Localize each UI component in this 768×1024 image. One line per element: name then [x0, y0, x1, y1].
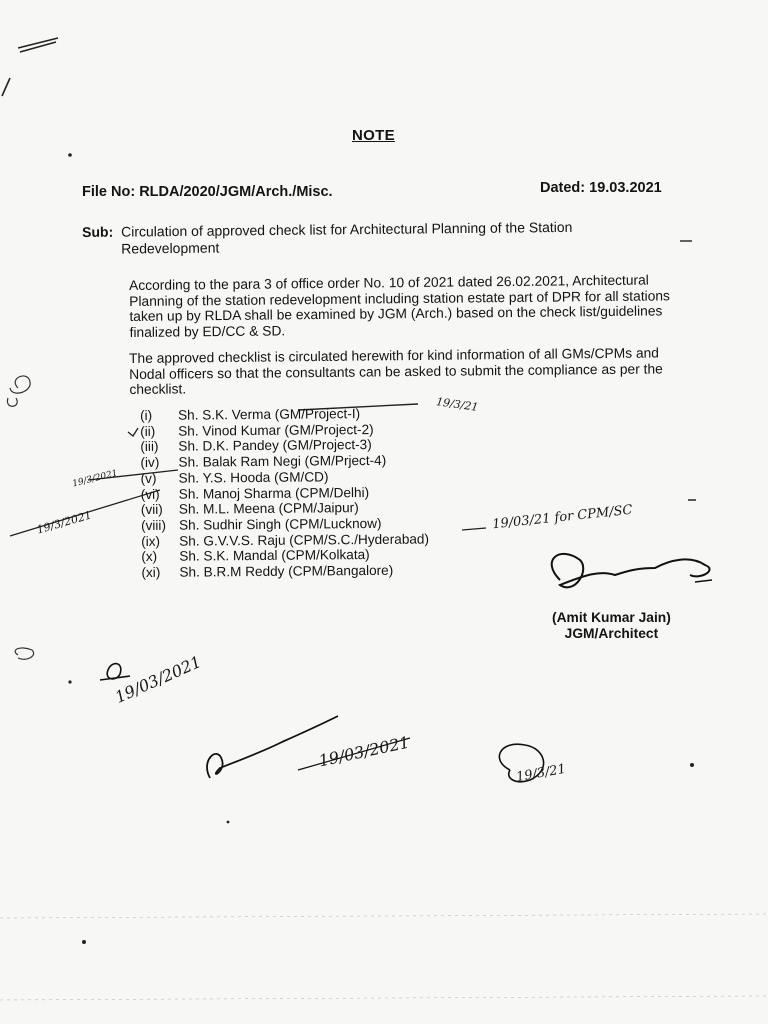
subject-line — [82, 218, 682, 258]
recipient-item: (ii) Sh. Vinod Kumar (GM/Project-2) — [140, 421, 374, 439]
recipient-item: (vi) Sh. Manoj Sharma (CPM/Delhi) — [140, 484, 370, 502]
recipient-item: (viii) Sh. Sudhir Singh (CPM/Lucknow) — [140, 515, 382, 533]
subject-text: Circulation of approved check list for Architectural Planning of the Station Redevelopment — [120, 218, 573, 257]
handwritten-date-raju: 19/03/21 for CPM/SC — [491, 502, 634, 533]
note-title: NOTE — [352, 127, 395, 144]
paragraph-office-order: According to the para 3 of office order No. 10 of 2021 dated 26.02.2021, Architectural Planning of the station redevelopment including station estate part of DPR for all stations taken up by RLDA shall be examined by JGM (Arch.) based on the check list/guidelines finalized by ED/CC & SD. — [129, 272, 670, 340]
handwritten-date-left: 19/3/2021 — [35, 508, 94, 537]
recipient-item: (xi) Sh. B.R.M Reddy (CPM/Bangalore) — [141, 562, 394, 581]
handwritten-date-hooda: 19/3/2021 — [71, 468, 119, 490]
recipient-item: (i) Sh. S.K. Verma (GM/Project-I) — [140, 406, 361, 423]
recipient-item: (vii) Sh. M.L. Meena (CPM/Jaipur) — [140, 500, 359, 518]
recipient-list — [140, 405, 429, 580]
file-number: File No: RLDA/2020/JGM/Arch./Misc. — [82, 184, 333, 200]
handwritten-date-verma: 19/3/21 — [435, 395, 480, 414]
handwritten-date-bottom-right: 19/3/21 — [515, 761, 568, 786]
signatory-name: (Amit Kumar Jain) — [552, 610, 671, 625]
signatory-designation: JGM/Architect — [564, 626, 659, 641]
recipient-item: (x) Sh. S.K. Mandal (CPM/Kolkata) — [141, 547, 370, 565]
recipient-item: (v) Sh. Y.S. Hooda (GM/CD) — [140, 469, 329, 486]
paragraph-checklist-circulation: The approved checklist is circulated herewith for kind information of all GMs/CPMs and Nodal officers so that the consultants can be asked to submit the compliance as per the checklist. — [129, 345, 663, 397]
handwritten-date-bottom-center: 19/03/2021 — [317, 732, 412, 771]
recipient-item: (iv) Sh. Balak Ram Negi (GM/Prject-4) — [140, 452, 387, 471]
recipient-item: (iii) Sh. D.K. Pandey (GM/Project-3) — [140, 437, 372, 455]
recipient-item: (ix) Sh. G.V.V.S. Raju (CPM/S.C./Hyderabad) — [141, 531, 430, 549]
signatory-block — [552, 610, 671, 642]
subject-label: Sub: — [82, 223, 114, 240]
document-date: Dated: 19.03.2021 — [540, 180, 662, 196]
handwritten-date-mid-left: 19/03/2021 — [112, 652, 205, 707]
